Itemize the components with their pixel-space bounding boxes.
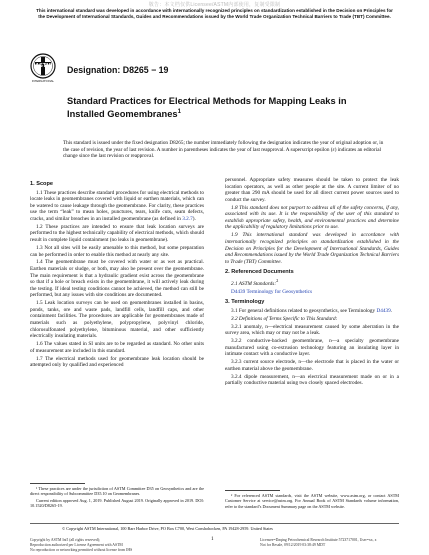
para-3-2-4: 3.2.4 dipole measurement, n—an electrical measurement made on or in a partially conductive material using two closely spaced electrodes.	[225, 373, 399, 387]
standard-note: This standard is issued under the fixed designation D8265; the number immediately following the designation indicates the year of original adoption or, in the case of revision, the year of last revision. A number in parentheses indicates the year of last reapproval. A superscript epsilon (ε) indicates an editorial change since the last revision or reapproval.	[63, 140, 384, 159]
para-3-2-1: 3.2.1 anomaly, n—electrical measurement caused by some aberration in the survey area, which may or may not be a leak.	[225, 323, 399, 337]
designation: Designation: D8265 − 19	[67, 65, 169, 75]
ref-link-3-2-7[interactable]: 3.2.7	[182, 215, 193, 222]
reference-title[interactable]: Terminology for Geosynthetics	[246, 288, 313, 295]
para-3-1-text: 3.1 For general definitions related to geosynthetics, see Terminology	[231, 307, 376, 314]
para-1-8: 1.8 This standard does not purport to address all of the safety concerns, if any, associated with its use. It is the responsibility of the user of this standard to establish appropriate safety, health, and environmental practices and determine the applicability of regulatory limitations prior to use.	[225, 204, 399, 231]
reference-code[interactable]: D4439	[231, 288, 246, 295]
footnote-1-edition: Current edition approved Aug. 1, 2019. Published August 2019. Originally approved in 2019. DOI: 10.1520/D8265-19.	[30, 497, 204, 508]
right-footnote-rule	[225, 490, 280, 491]
title-text: Standard Practices for Electrical Methods for Mapping Leaks in Installed Geomembranes	[67, 96, 347, 120]
scope-heading: 1. Scope	[30, 181, 54, 187]
footnote-2-marker: 2	[276, 277, 279, 283]
para-1-7: 1.7 The electrical methods used for geomembrane leak location should be attempted only by qualified and experienced	[30, 355, 204, 369]
left-footnote-rule	[30, 483, 85, 484]
title-footnote-marker: 1	[177, 109, 181, 116]
ref-link-d4439[interactable]: D4439	[376, 307, 391, 314]
footer-copyright: © Copyright ASTM International, 100 Barr Harbor Drive, PO Box C700, West Conshohocken, PA 19428-2959. United States	[62, 526, 273, 531]
para-3-1	[225, 308, 399, 315]
page-number: 1	[211, 536, 214, 542]
right-footnotes	[225, 493, 399, 510]
footer-license-right: Licensee=Daqing Petrochemical Research Institute 5723717001, User=xx, x Not for Resale, 09/12/2019 03:38:49 MDT	[260, 538, 377, 547]
para-3-2-2: 3.2.2 conductive-backed geomembrane, n—a specialty geomembrane manufactured using co-extrusion technology featuring an insulating layer in intimate contact with a conductive layer.	[225, 338, 399, 358]
para-1-3: 1.3 Not all sites will be easily amenable to this method, but some preparation can be performed in order to enable this method at nearly any site.	[30, 244, 204, 258]
para-1-1-text: 1.1 These practices describe standard procedures for using electrical methods to locate leaks in geomembranes covered with liquid or earthen materials, which can be watered to cause leakage through the geomembrane. For clarity, these practices use the term “leak” to mean holes, punctures, tears, knife cuts, seam defects, cracks, and similar breaches in an installed geomembrane (as defined in	[30, 189, 204, 222]
footnote-1: ¹ These practices are under the jurisdiction of ASTM Committee D35 on Geosynthetics and are the direct responsibility of Subcommittee D35.10 on Geomembranes.	[30, 486, 204, 497]
para-1-2: 1.2 These practices are intended to ensure that leak location surveys are performed to the highest technically capability of electrical methods, which should result in complete liquid containment (no leaks in geomembrane).	[30, 223, 204, 244]
para-3-2: 3.2 Definitions of Terms Specific to This Standard:	[231, 315, 338, 322]
para-1-5: 1.5 Leak location surveys can be used on geomembranes installed in basins, ponds, tanks, ore and waste pads, landfill cells, landfill caps, and other containment facilities. The procedures are applicable for geomembranes made of materials such as polyethylene, polypropylene, polyvinyl chloride, chlorosulfonated polyethylene, bituminous material, and other sufficiently electrically insulating materials.	[30, 300, 204, 340]
para-1-1	[30, 190, 204, 223]
footer-rule	[30, 523, 399, 524]
wto-notice: This international standard was developed in accordance with internationally recognized principles on standardization established in the Decision on Principles for the Development of International Standards, Guides and Recommendations issued by the World Trade Organization Technical Barriers to Trade (TBT) Committee.	[36, 8, 393, 19]
para-3-1-end: .	[390, 307, 393, 314]
watermark-text: 敬告：本文档仅供Licensee/ASTM内部使用，复制受限制	[148, 2, 281, 8]
logo-subtext: INTERNATIONAL	[31, 79, 55, 83]
right-column	[225, 177, 399, 388]
para-1-9: 1.9 This international standard was developed in accordance with internationally recognized principles on standardization established in the Decision on Principles for the Development of International Standards, Guides and Recommendations issued by the World Trade Organization Technical Barriers to Trade (TBT) Committee.	[225, 232, 399, 265]
para-1-1-end: ).	[192, 215, 196, 222]
para-3-2-3: 3.2.3 current source electrode, n—the electrode that is placed in the water or earthen material above the geomembrane.	[225, 359, 399, 372]
left-column	[30, 177, 204, 370]
referenced-documents-heading: 2. Referenced Documents	[225, 269, 294, 276]
para-1-6: 1.6 The values stated in SI units are to be regarded as standard. No other units of measurement are included in this standard.	[30, 341, 204, 354]
astm-logo-icon	[30, 53, 56, 84]
astm-standards-label: 2.1 ASTM Standards:	[231, 280, 277, 287]
footnote-2: ² For referenced ASTM standards, visit the ASTM website, www.astm.org, or contact ASTM Customer Service at service@astm.org. For Annual Book of ASTM Standards volume information, refer to the standard’s Document Summary page on the ASTM website.	[225, 493, 399, 509]
left-footnotes	[30, 486, 204, 509]
document-title	[67, 96, 367, 121]
reference-item-d4439[interactable]	[225, 289, 399, 296]
para-1-7-continued: personnel. Appropriate safety measures should be taken to protect the leak location operators, as well as other people at the site. A current limiter of no greater than 290 mA should be used for all direct current power sources used to conduct the survey.	[225, 177, 399, 203]
terminology-heading: 3. Terminology	[225, 299, 265, 306]
footer-license-left: Copyright by ASTM Int'l (all rights reserved); Reproduction authorized per License Agreement with ASTM No reproduction or networking permitted without license from IHS	[30, 538, 133, 552]
astm-standards-subheading	[225, 278, 399, 287]
para-1-4: 1.4 The geomembrane must be covered with water or as wet as practical. Earthen materials or sludge, or both, may also be present over the geomembrane. The main requirement is that a hydraulic gradient exist across the geomembrane so that if a hole or breach exists in the geomembrane, it will actively leak during the testing. If ideal testing conditions cannot be achieved, the method can still be performed, but any issues with site conditions are documented.	[30, 259, 204, 299]
logo-text: ASTM	[35, 63, 51, 69]
